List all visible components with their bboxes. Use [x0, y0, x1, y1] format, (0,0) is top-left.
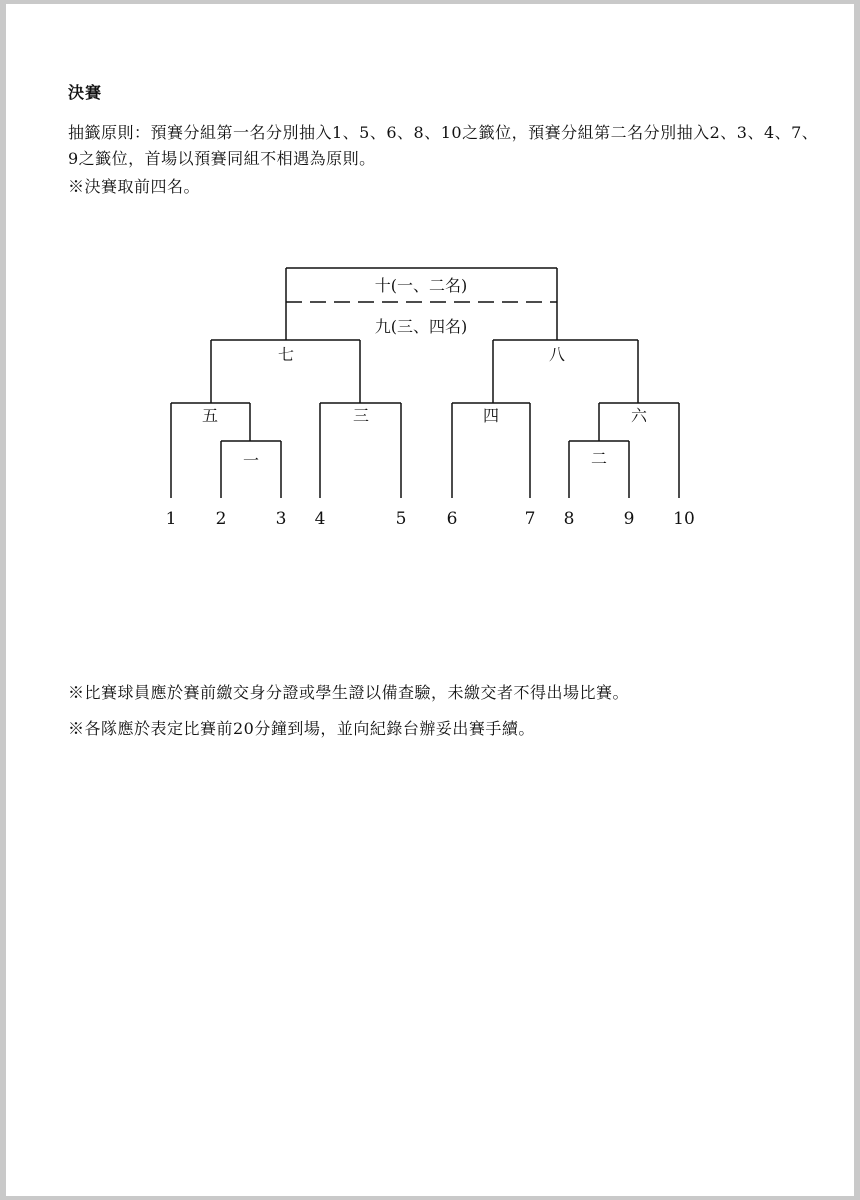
- draw-rule-text: 抽籤原則：預賽分組第一名分別抽入1、5、6、8、10之籤位，預賽分組第二名分別抽入2、3、4、7、9之籤位，首場以預賽同組不相遇為原則。: [68, 123, 819, 168]
- note-id-check: ※比賽球員應於賽前繳交身分證或學生證以備查驗，未繳交者不得出場比賽。: [68, 683, 630, 702]
- match-8-label: 八: [548, 345, 566, 364]
- seed-2: 2: [215, 509, 227, 529]
- match-7-label: 七: [277, 345, 295, 364]
- seed-5: 5: [395, 509, 407, 529]
- third-place-label: 九(三、四名): [374, 317, 468, 336]
- top-four-note: ※決賽取前四名。: [68, 177, 201, 196]
- match-2-label: 二: [590, 449, 608, 468]
- final-label: 十(一、二名): [374, 276, 468, 295]
- match-4-label: 四: [482, 406, 500, 425]
- match-1-label: 一: [242, 451, 260, 470]
- seed-7: 7: [524, 509, 536, 529]
- note-arrival: ※各隊應於表定比賽前20分鐘到場，並向紀錄台辦妥出賽手續。: [68, 719, 535, 738]
- seed-1: 1: [165, 509, 177, 529]
- match-5-label: 五: [201, 406, 219, 425]
- seed-9: 9: [623, 509, 635, 529]
- seed-6: 6: [446, 509, 458, 529]
- seed-8: 8: [563, 509, 575, 529]
- match-6-label: 六: [630, 406, 648, 425]
- seed-10: 10: [673, 509, 695, 529]
- seed-3: 3: [275, 509, 287, 529]
- match-3-label: 三: [352, 406, 370, 425]
- seed-4: 4: [314, 509, 326, 529]
- page-title: 決賽: [68, 83, 103, 102]
